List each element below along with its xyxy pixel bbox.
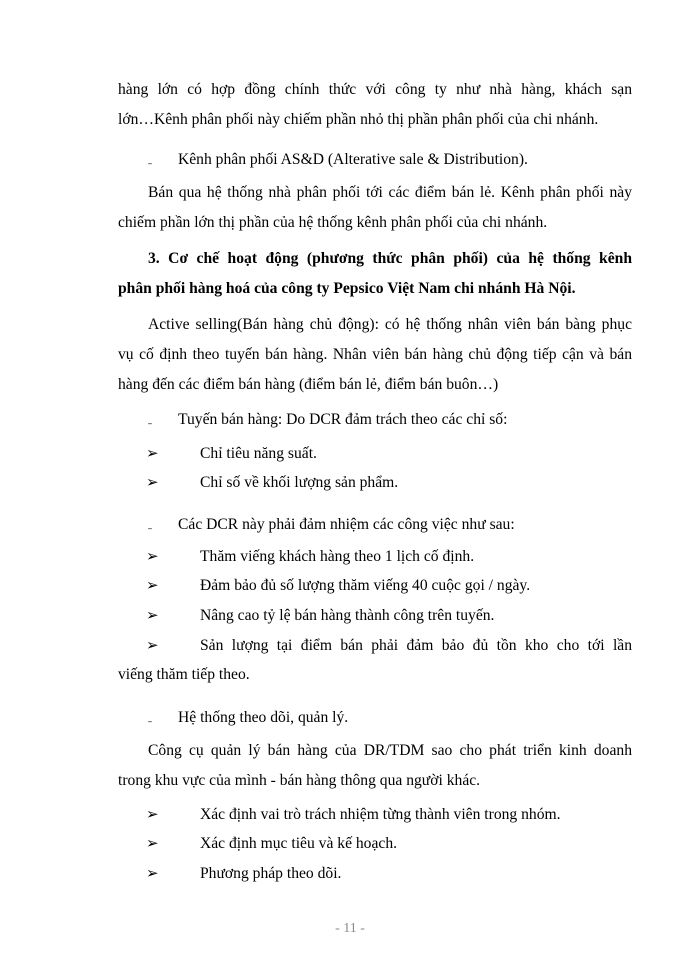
dash-bullet-icon: ˗: [148, 155, 152, 169]
bullet-item: Xác định mục tiêu và kế hoạch.: [200, 835, 398, 852]
paragraph-line: hàng đến các điểm bán hàng (điểm bán lẻ, điểm bán buôn…): [118, 376, 499, 393]
bullet-item: Tuyến bán hàng: Do DCR đảm trách theo các chỉ số:: [178, 411, 508, 428]
bullet-item: Chỉ tiêu năng suất.: [200, 445, 317, 462]
paragraph-line: chiếm phần lớn thị phần của hệ thống kênh phân phối của chi nhánh.: [118, 214, 548, 231]
arrow-bullet-icon: ➢: [146, 446, 159, 462]
paragraph-line: viếng thăm tiếp theo.: [118, 666, 250, 683]
paragraph-line: trong khu vực của mình - bán hàng thông qua người khác.: [118, 772, 481, 789]
bullet-item: Hệ thống theo dõi, quản lý.: [178, 709, 349, 726]
bullet-item: Kênh phân phối AS&D (Alterative sale & Distribution).: [178, 151, 528, 168]
paragraph-line: Active selling(Bán hàng chủ động): có hệ thống nhân viên bán bàng phục: [148, 316, 632, 333]
paragraph-line: lớn…Kênh phân phối này chiếm phần nhỏ thị phần phân phối của chi nhánh.: [118, 111, 599, 128]
bullet-item: Xác định vai trò trách nhiệm từng thành viên trong nhóm.: [200, 806, 561, 823]
dash-bullet-icon: ˗: [148, 415, 152, 429]
arrow-bullet-icon: ➢: [146, 578, 159, 594]
bullet-item: Nâng cao tỷ lệ bán hàng thành công trên tuyến.: [200, 607, 495, 624]
bullet-item: Phương pháp theo dõi.: [200, 865, 342, 882]
bullet-item: Thăm viếng khách hàng theo 1 lịch cố định.: [200, 548, 475, 565]
paragraph-line: Công cụ quản lý bán hàng của DR/TDM sao cho phát triển kinh doanh: [148, 742, 632, 759]
section-heading: 3. Cơ chế hoạt động (phương thức phân phối) của hệ thống kênh: [148, 250, 632, 267]
arrow-bullet-icon: ➢: [146, 549, 159, 565]
bullet-item: Đảm bảo đủ số lượng thăm viếng 40 cuộc gọi / ngày.: [200, 577, 531, 594]
dash-bullet-icon: ˗: [148, 713, 152, 727]
paragraph-line: Bán qua hệ thống nhà phân phối tới các điểm bán lẻ. Kênh phân phối này: [148, 184, 632, 201]
page-number: - 11 -: [335, 921, 365, 936]
arrow-bullet-icon: ➢: [146, 807, 159, 823]
section-heading: phân phối hàng hoá của công ty Pepsico Việt Nam chi nhánh Hà Nội.: [118, 280, 576, 297]
bullet-item: Chỉ số về khối lượng sản phẩm.: [200, 474, 399, 491]
paragraph-line: vụ cố định theo tuyến bán hàng. Nhân viên bán hàng chủ động tiếp cận và bán: [118, 346, 632, 363]
arrow-bullet-icon: ➢: [146, 836, 159, 852]
arrow-bullet-icon: ➢: [146, 638, 159, 654]
paragraph-line: hàng lớn có hợp đồng chính thức với công ty như nhà hàng, khách sạn: [118, 81, 632, 98]
arrow-bullet-icon: ➢: [146, 475, 159, 491]
dash-bullet-icon: ˗: [148, 520, 152, 534]
arrow-bullet-icon: ➢: [146, 866, 159, 882]
bullet-item: Các DCR này phải đảm nhiệm các công việc như sau:: [178, 516, 515, 533]
bullet-item: Sản lượng tại điểm bán phải đảm bảo đủ tồn kho cho tới lần: [200, 637, 632, 654]
arrow-bullet-icon: ➢: [146, 608, 159, 624]
